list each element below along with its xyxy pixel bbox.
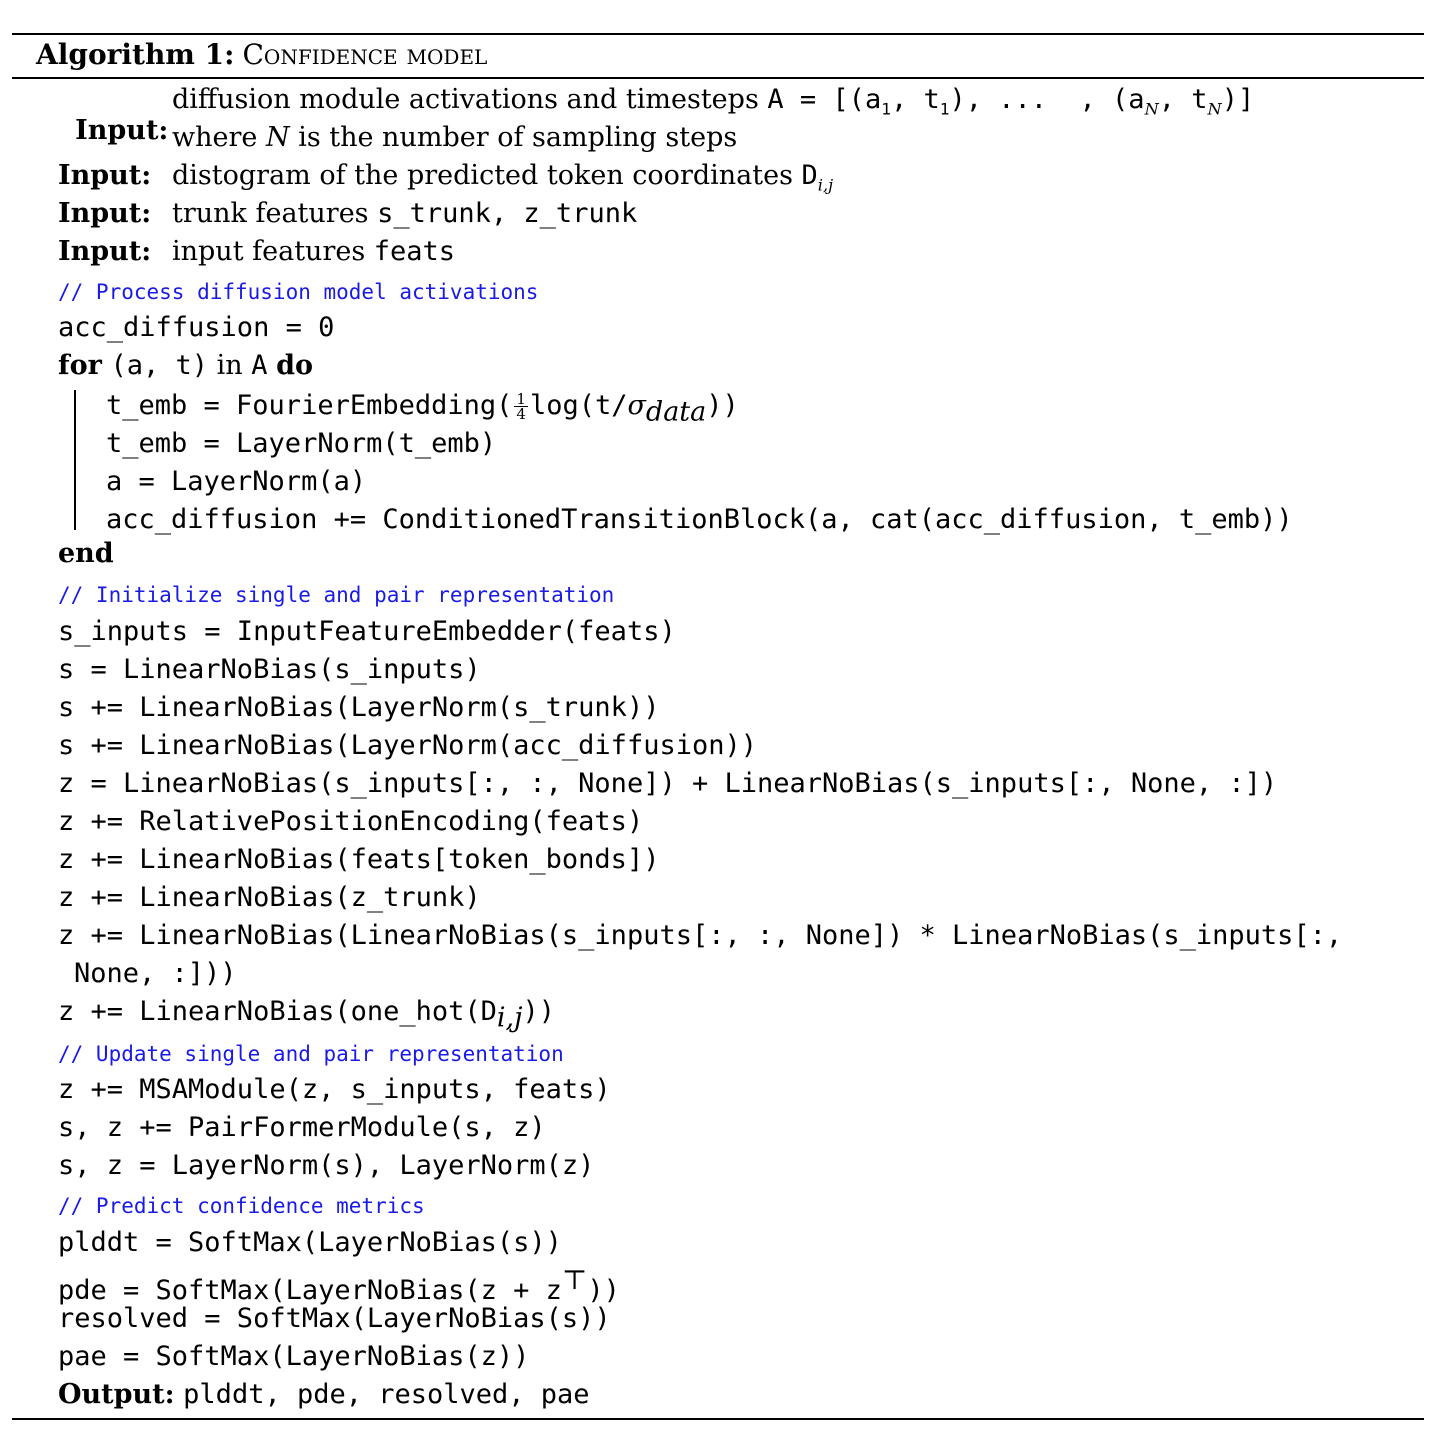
code-line: plddt = SoftMax(LayerNoBias(s)) [58, 1227, 562, 1258]
header-rule [12, 77, 1424, 79]
output-values: plddt, pde, resolved, pae [183, 1379, 590, 1410]
input-line-2-body: distogram of the predicted token coordinates $D_{i,j}$ [172, 160, 834, 195]
code-line: a = LayerNorm(a) [106, 466, 367, 497]
code-line: s += LinearNoBias(LayerNorm(s_trunk)) [58, 692, 660, 723]
output-line [58, 1379, 590, 1410]
loop-bar [74, 390, 76, 530]
top-rule [12, 33, 1424, 35]
algorithm-label: Algorithm 1: [36, 38, 235, 71]
code-line: resolved = SoftMax(LayerNoBias(s)) [58, 1303, 611, 1334]
code-line: pae = SoftMax(LayerNoBias(z)) [58, 1341, 530, 1372]
code-line: t_emb = FourierEmbedding( $\frac{1}{4}$ $\log(t/\sigma_{data})$) [106, 390, 739, 428]
input-keyword: Input: [75, 115, 169, 146]
code-line: pde = SoftMax(LayerNoBias(z + z⊤)) [58, 1265, 620, 1306]
comment-process: // Process diffusion model activations [58, 280, 539, 304]
bottom-rule [12, 1418, 1424, 1420]
input-line-1-cont: where N is the number of sampling steps [172, 122, 738, 153]
code-line: t_emb = LayerNorm(t_emb) [106, 428, 497, 459]
input-line-2 [58, 160, 151, 191]
code-line: s += LinearNoBias(LayerNorm(acc_diffusion)) [58, 730, 757, 761]
code-line: acc_diffusion += ConditionedTransitionBlock(a, cat(acc_diffusion, t_emb)) [106, 504, 1293, 535]
code-line: s = LinearNoBias(s_inputs) [58, 654, 481, 685]
code-line: s, z = LayerNorm(s), LayerNorm(z) [58, 1150, 595, 1181]
input-keyword: Input: [58, 198, 152, 229]
code-line: acc_diffusion = 0 [58, 312, 335, 343]
input-line-1 [58, 84, 168, 146]
input-desc: diffusion module activations and timesteps [172, 84, 759, 115]
input-line-3-body: trunk features s_trunk, z_trunk [172, 198, 638, 229]
input-line-4 [58, 236, 151, 267]
comment-initialize: // Initialize single and pair representation [58, 583, 615, 607]
code-line: $z += LinearNoBias(one\_hot(D_{i,j}))$ [58, 996, 556, 1034]
code-line: z += RelativePositionEncoding(feats) [58, 806, 644, 837]
code-line-continued: None, :])) [74, 958, 237, 989]
input-keyword: Input: [58, 160, 152, 191]
code-line: z += MSAModule(z, s_inputs, feats) [58, 1074, 611, 1105]
for-loop-header: for (a, t) in A do [58, 350, 313, 381]
input-line-1-body [172, 84, 1254, 118]
input-code: $A = [(a_1$, $t_1$), ... , ($a_N$, $t_N$)] [767, 84, 1255, 119]
code-line: z = LinearNoBias(s_inputs[:, :, None]) + LinearNoBias(s_inputs[:, None, :]) [58, 768, 1278, 799]
algorithm-title [36, 38, 487, 71]
output-keyword: Output: [58, 1379, 175, 1410]
comment-predict: // Predict confidence metrics [58, 1194, 425, 1218]
input-line-4-body: input features feats [172, 236, 456, 267]
end-keyword: end [58, 538, 114, 569]
code-line: z += LinearNoBias(LinearNoBias(s_inputs[:, :, None]) * LinearNoBias(s_inputs[:, [58, 920, 1343, 951]
code-line: z += LinearNoBias(z_trunk) [58, 882, 481, 913]
code-line: s_inputs = InputFeatureEmbedder(feats) [58, 616, 676, 647]
code-line: z += LinearNoBias(feats[token_bonds]) [58, 844, 660, 875]
algorithm-name: Confidence model [242, 38, 488, 71]
input-line-3 [58, 198, 151, 229]
input-keyword: Input: [58, 236, 152, 267]
fraction: $\frac{1}{4}$ [516, 390, 526, 423]
comment-update: // Update single and pair representation [58, 1042, 564, 1066]
code-line: s, z += PairFormerModule(s, z) [58, 1112, 546, 1143]
